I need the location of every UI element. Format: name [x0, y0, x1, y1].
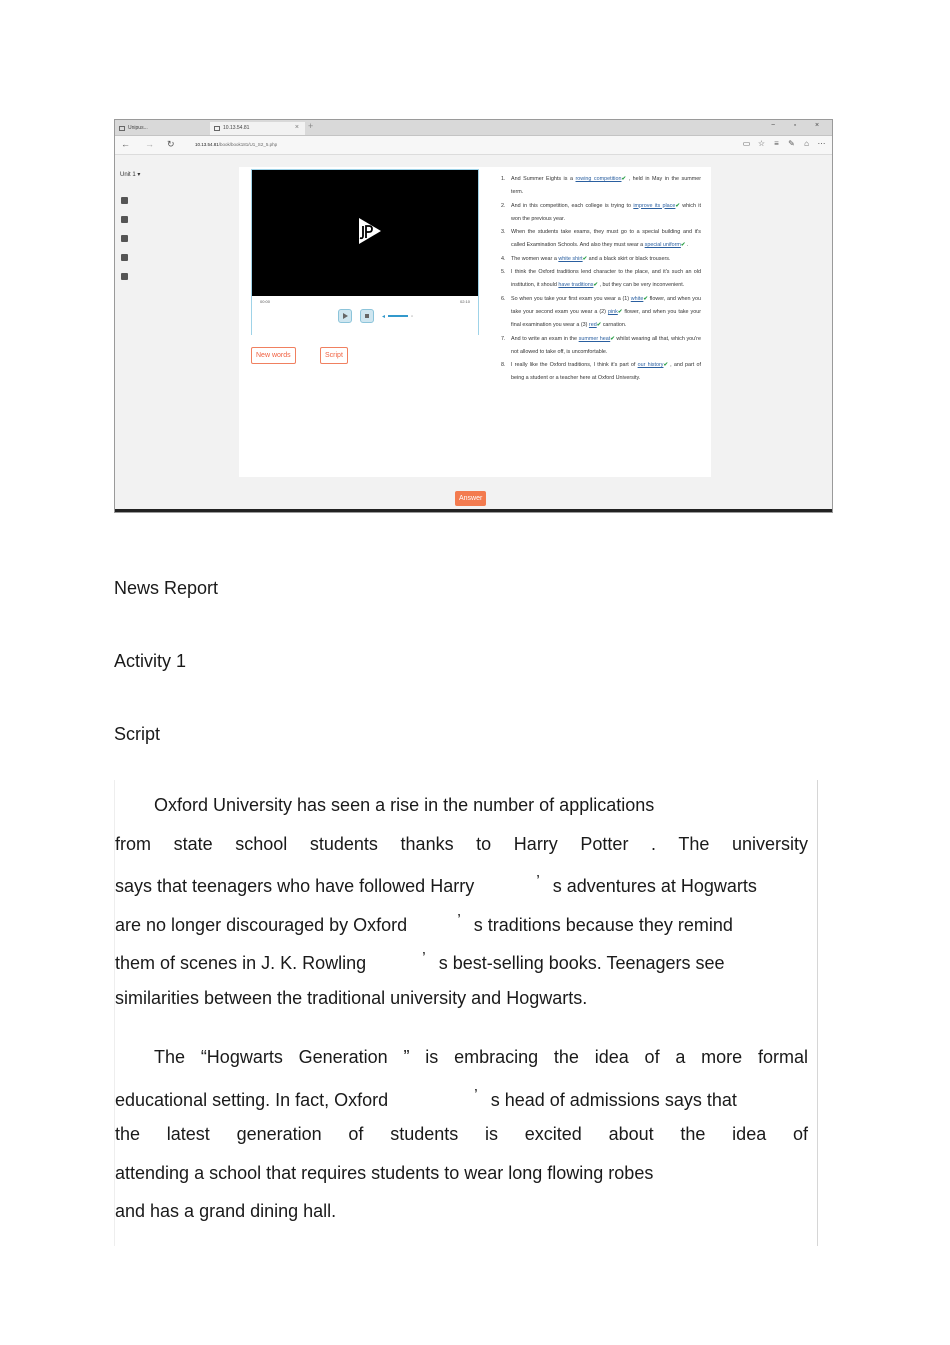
window-controls: [762, 122, 828, 129]
more-icon[interactable]: ⋯: [817, 139, 826, 148]
text-line: educational setting. In fact, Oxford ’ s head of admissions says that: [115, 1086, 737, 1110]
script-text-box: [114, 780, 818, 1246]
unit-select[interactable]: Unit 1 ▾: [120, 172, 141, 178]
list-item: 2. And in this competition, each college is trying to improve its place✔ which it won the previous year.: [501, 202, 701, 222]
close-window-icon[interactable]: ×: [814, 122, 820, 129]
section-title-activity: Activity 1: [114, 651, 187, 671]
text-line: Oxford University has seen a rise in the number of applications: [154, 795, 655, 815]
script-button[interactable]: Script: [320, 347, 348, 364]
check-icon: ✔: [663, 362, 668, 369]
favorite-star-icon[interactable]: ☆: [757, 139, 766, 148]
minimize-icon[interactable]: −: [770, 122, 776, 129]
answer-blank[interactable]: our history: [637, 362, 664, 369]
text-line: are no longer discouraged by Oxford ’ s traditions because they remind: [115, 911, 733, 935]
check-icon: ✔: [596, 322, 602, 329]
list-item: 8. I really like the Oxford traditions, I think it's part of our history✔ , and part of being a student or a teacher here at Oxford University.: [501, 362, 701, 382]
play-icon: [339, 310, 351, 322]
answer-blank[interactable]: improve its place: [633, 202, 676, 209]
document-icon[interactable]: [121, 235, 128, 242]
list-item: 6. So when you take your first exam you wear a (1) white✔ flower, and when you take your second exam you wear a (2) pink✔ flower, and when you take your final examination you wear a (3) red✔ carnation.: [501, 295, 701, 329]
list-item: 4. The women wear a white shirt✔ and a black skirt or black trousers.: [501, 255, 671, 262]
embedded-screenshot: [114, 119, 833, 513]
script-paragraph-1: [115, 786, 808, 1017]
url-host: 10.13.54.81: [195, 142, 219, 147]
answer-button[interactable]: Answer: [455, 491, 486, 506]
text-line: from state school students thanks to Harry Potter . The university: [115, 833, 808, 854]
check-icon: ✔: [680, 242, 686, 249]
answer-blank[interactable]: white shirt: [558, 255, 583, 262]
check-icon: ✔: [643, 295, 648, 302]
time-start: 00:00: [260, 299, 271, 304]
text-line: attending a school that requires students to wear long flowing robes: [115, 1162, 654, 1183]
list-icon[interactable]: [121, 197, 128, 204]
section-title-script: Script: [114, 724, 161, 744]
close-tab-icon[interactable]: ×: [294, 124, 299, 131]
back-arrow-icon[interactable]: ←: [121, 139, 130, 149]
refresh-icon[interactable]: ↻: [167, 139, 175, 149]
browser-tab-active[interactable]: [210, 122, 305, 135]
maximize-icon[interactable]: ▫: [793, 122, 797, 129]
video-area[interactable]: [252, 170, 478, 296]
browser-tab[interactable]: [115, 122, 210, 135]
text-line: The “Hogwarts Generation ” is embracing the idea of a more formal: [154, 1047, 808, 1067]
video-player: [251, 169, 479, 335]
new-tab-button[interactable]: +: [308, 121, 314, 131]
check-icon: ✔: [582, 255, 588, 262]
hub-icon[interactable]: ≡: [774, 139, 779, 148]
url-field[interactable]: [195, 142, 277, 147]
tab-label: 10.13.54.81: [223, 125, 250, 131]
text-line: says that teenagers who have followed Harry ’ s adventures at Hogwarts: [115, 873, 757, 896]
answer-blank[interactable]: special uniform: [644, 242, 681, 249]
answer-blank[interactable]: rowing competition: [575, 176, 622, 182]
answer-blank[interactable]: have traditions: [558, 282, 594, 289]
player-logo-icon: [356, 217, 382, 245]
check-icon: ✔: [617, 308, 623, 315]
volume-slider[interactable]: ◂ ▫: [382, 314, 414, 320]
list-item: 5. I think the Oxford traditions lend character to the place, and it's such an old institution, it should have traditions✔ , but they can be very inconvenient.: [501, 269, 701, 289]
note-icon[interactable]: ✎: [788, 139, 795, 148]
text-line: them of scenes in J. K. Rowling ’ s best-selling books. Teenagers see: [115, 950, 725, 973]
answer-blank[interactable]: white: [630, 295, 644, 302]
list-item: 1. And Summer Eights is a rowing competition✔ , held in May in the summer term.: [501, 176, 701, 196]
section-title-news-report: News Report: [114, 578, 219, 598]
text-line: and has a grand dining hall.: [115, 1201, 337, 1221]
answer-blank[interactable]: pink: [607, 308, 618, 315]
text-line: similarities between the traditional university and Hogwarts.: [115, 987, 588, 1008]
page-icon: [214, 126, 220, 131]
check-icon: ✔: [593, 282, 598, 289]
side-toolbar: [121, 197, 129, 292]
player-controls: [252, 296, 478, 336]
stop-icon: [361, 310, 373, 322]
script-paragraph-2: [115, 1038, 808, 1231]
check-icon: ✔: [621, 176, 627, 182]
taskbar-edge: [115, 509, 832, 512]
browser-toolbar: [739, 139, 829, 148]
tab-label: Unipus...: [128, 125, 148, 131]
text-line: the latest generation of students is excited about the idea of: [115, 1124, 808, 1144]
question-list: [501, 173, 701, 386]
new-words-button[interactable]: New words: [251, 347, 296, 364]
list-item: 7. And to write an exam in the summer heat✔ whilst wearing all that, which you're not allowed to take off, is uncomfortable.: [501, 335, 701, 355]
time-end: 02:10: [459, 299, 470, 304]
book-icon[interactable]: [121, 273, 128, 280]
browser-tab-bar: [115, 120, 832, 136]
exercise-panel: [239, 167, 711, 477]
answer-blank[interactable]: summer heat: [578, 335, 611, 342]
list-item: 3. When the students take exams, they must go to a special building and it's called Examination Schools. And also they must wear a special uniform✔ .: [501, 229, 701, 249]
stop-button[interactable]: [360, 309, 374, 323]
grid-icon[interactable]: [121, 216, 128, 223]
url-path: /book/book181/U1_S2_5.php: [218, 142, 278, 147]
reading-view-icon[interactable]: ▭: [742, 139, 751, 148]
check-icon: ✔: [675, 202, 680, 209]
answer-blank[interactable]: red: [588, 322, 597, 329]
pin-icon[interactable]: [121, 254, 128, 261]
page-icon: [119, 126, 125, 131]
play-button[interactable]: [338, 309, 352, 323]
forward-arrow-icon[interactable]: →: [145, 139, 154, 149]
share-icon[interactable]: ⌂: [804, 139, 809, 148]
check-icon: ✔: [610, 335, 615, 342]
address-bar: [115, 136, 832, 155]
